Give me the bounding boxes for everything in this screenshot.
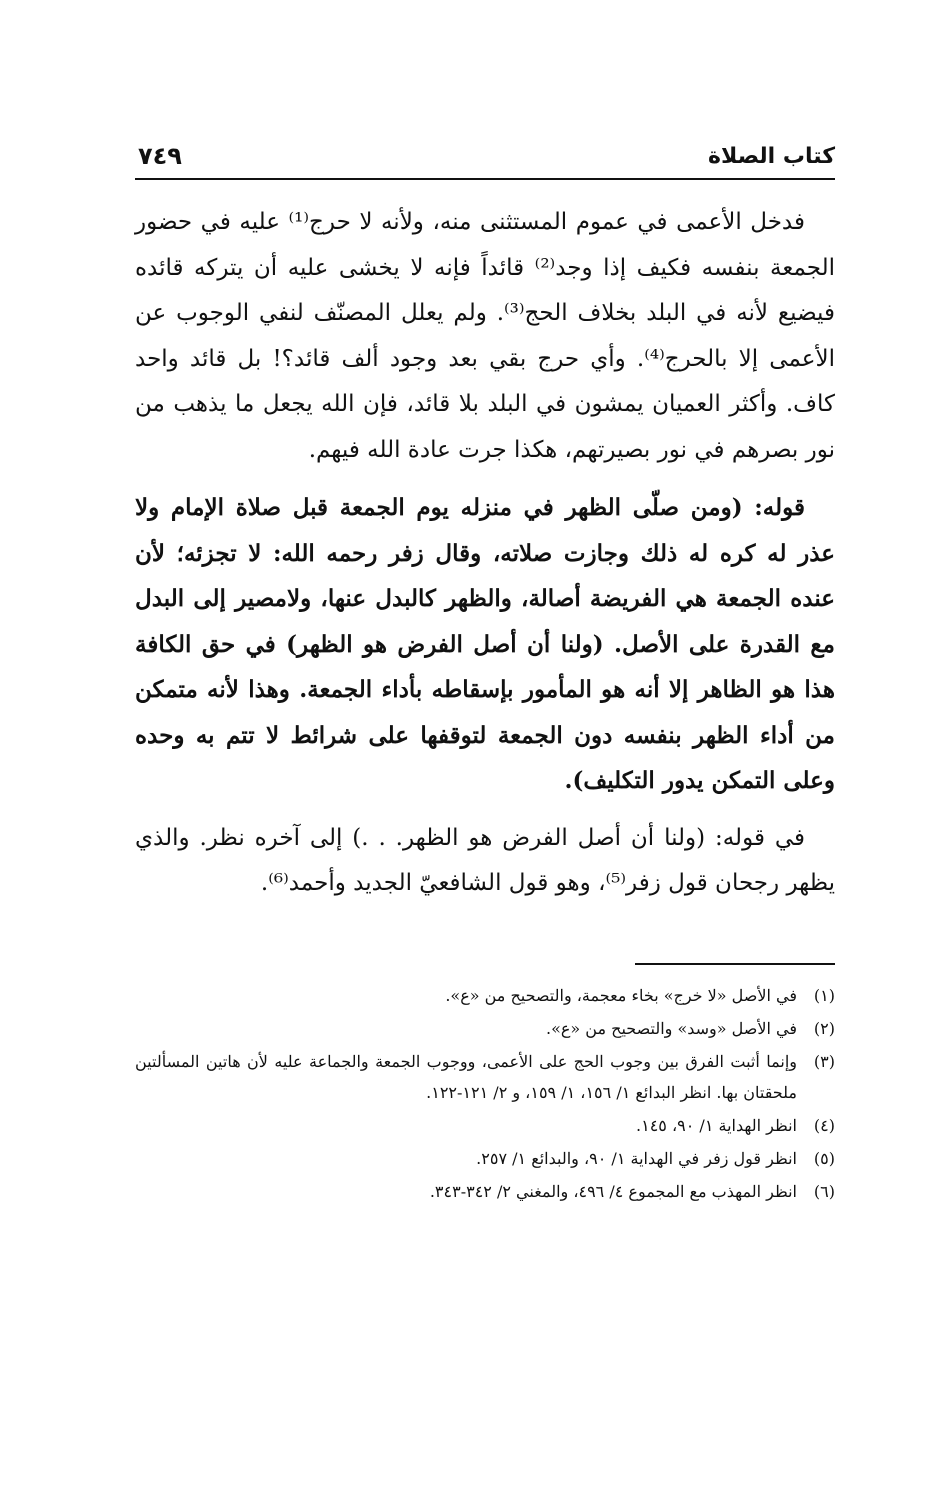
- paragraph-commentary: فدخل الأعمى في عموم المستثنى منه، ولأنه لا حرج⁽¹⁾ عليه في حضور الجمعة بنفسه فكيف إذا وجد⁽²⁾ قائداً فإنه لا يخشى عليه أن يتركه قائده فيضيع لأنه في البلد بخلاف الحج⁽³⁾. ولم يعلل المصنّف لنفي الوجوب عن الأعمى إلا بالحرج⁽⁴⁾. وأي حرج بقي بعد وجود ألف قائد؟! بل قائد واحد كاف. وأكثر العميان يمشون في البلد بلا قائد، فإن الله يجعل ما يذهب من نور بصرهم في نور بصيرتهم، هكذا جرت عادة الله فيهم.: [135, 209, 835, 463]
- footnote: [135, 980, 835, 1011]
- footnote: [135, 1176, 835, 1207]
- body-text: [135, 200, 835, 907]
- page-number: ٧٤٩: [138, 142, 182, 170]
- footnote: [135, 1013, 835, 1044]
- footnote-text: وإنما أثبت الفرق بين وجوب الحج على الأعمى، ووجوب الجمعة والجماعة عليه لأن هاتين المسألتين ملحقتان بها. انظر البدائع ١/ ١٥٦، ١/ ١٥٩، و ٢/ ١٢١-١٢٢.: [135, 1052, 797, 1102]
- footnote-divider: [635, 963, 835, 965]
- chapter-title: كتاب الصلاة: [708, 144, 835, 169]
- running-header: [135, 138, 835, 180]
- footnote-text: انظر الهداية ١/ ٩٠، ١٤٥.: [636, 1116, 797, 1135]
- footnote-number: (٦): [813, 1182, 835, 1201]
- footnote-number: (٢): [813, 1019, 835, 1038]
- footnote-text: انظر المهذب مع المجموع ٤/ ٤٩٦، والمغني ٢/ ٣٤٢-٣٤٣.: [429, 1182, 797, 1201]
- footnote-text: في الأصل «لا خرج» بخاء معجمة، والتصحيح من «ع».: [445, 986, 797, 1005]
- footnote-text: في الأصل «وسد» والتصحيح من «ع».: [546, 1019, 797, 1038]
- footnote-number: (١): [813, 986, 835, 1005]
- footnote-text: انظر قول زفر في الهداية ١/ ٩٠، والبدائع ١/ ٢٥٧.: [476, 1149, 797, 1168]
- paragraph-quoted-text: قوله: (ومن صلّى الظهر في منزله يوم الجمعة قبل صلاة الإمام ولا عذر له كره له ذلك وجازت صلاته، وقال زفر رحمه الله: لا تجزئه؛ لأن عنده الجمعة هي الفريضة أصالة، والظهر كالبدل عنها، ولامصير إلى البدل مع القدرة على الأصل. (ولنا أن أصل الفرض هو الظهر) في حق الكافة هذا هو الظاهر إلا أنه هو المأمور بإسقاطه بأداء الجمعة. وهذا لأنه متمكن من أداء الظهر بنفسه دون الجمعة لتوقفها على شرائط لا تتم به وحده وعلى التمكن يدور التكليف).: [135, 494, 835, 794]
- footnote-number: (٥): [813, 1149, 835, 1168]
- footnote-number: (٤): [813, 1116, 835, 1135]
- footnote: [135, 1110, 835, 1141]
- paragraph-comment: في قوله: (ولنا أن أصل الفرض هو الظهر. . .) إلى آخره نظر. والذي يظهر رجحان قول زفر⁽⁵⁾، وهو قول الشافعيّ الجديد وأحمد⁽⁶⁾.: [135, 824, 835, 896]
- footnote-number: (٣): [813, 1052, 835, 1071]
- footnote: [135, 1143, 835, 1174]
- footnotes: [135, 980, 835, 1209]
- footnote: [135, 1046, 835, 1108]
